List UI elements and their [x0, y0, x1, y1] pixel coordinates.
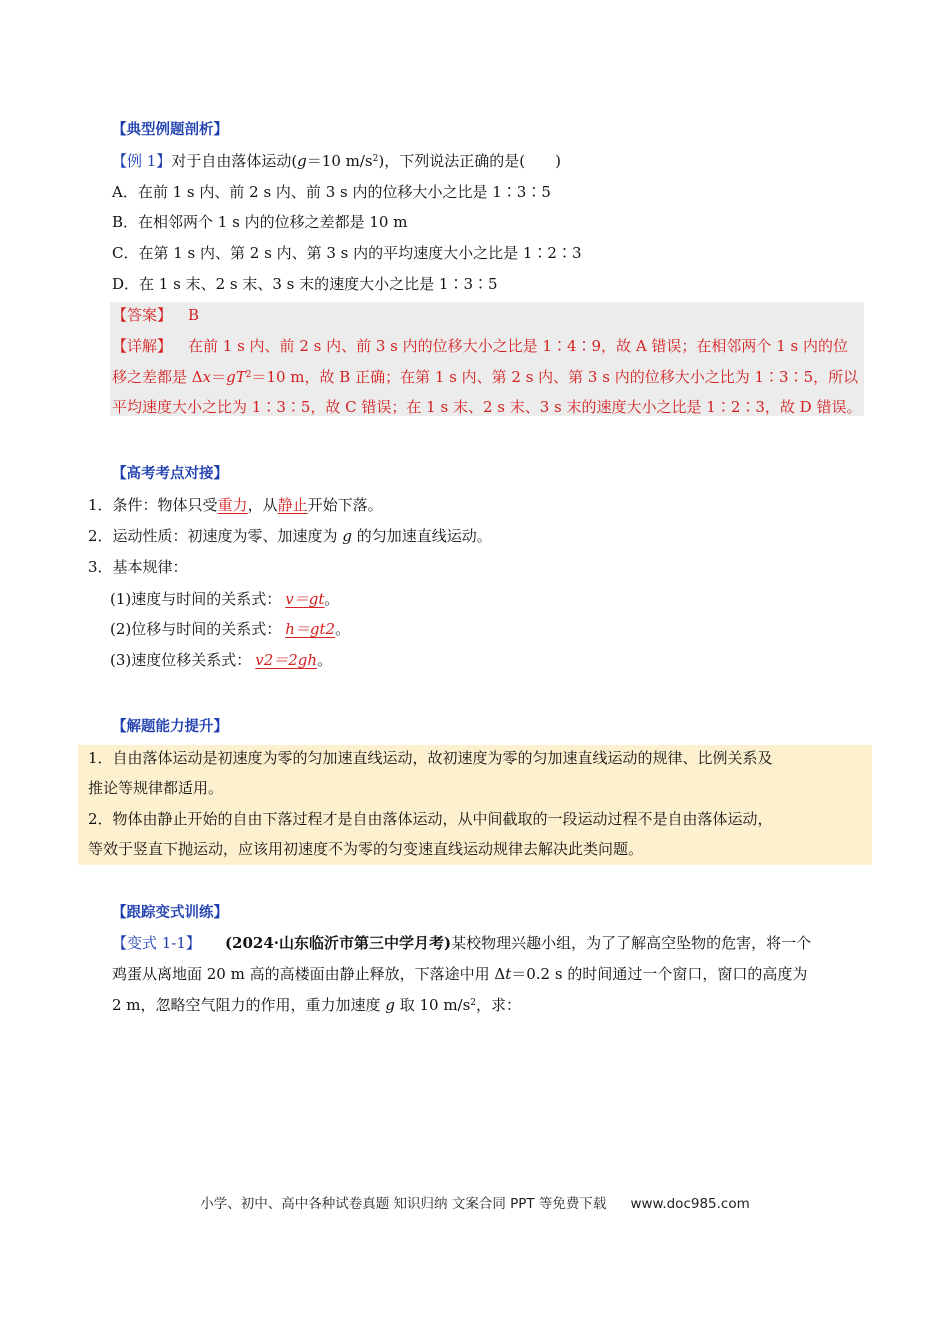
variant-text-3-mid: 取 10 m/s — [394, 996, 471, 1014]
footer-text: 小学、初中、高中各种试卷真题 知识归纳 文案合同 PPT 等免费下载 — [200, 1196, 607, 1212]
sub2-post: 。 — [335, 620, 351, 638]
page-footer — [0, 1192, 950, 1212]
option-a: A．在前 1 s 内、前 2 s 内、前 3 s 内的位移大小之比是 1∶3∶5 — [112, 183, 551, 201]
sub1-pre: (1)速度与时间的关系式： — [110, 590, 282, 608]
detail-eq: ＝ — [211, 368, 227, 386]
item2-pre: 2．运动性质：初速度为零、加速度为 — [88, 527, 343, 545]
answer-label: 【答案】 — [112, 306, 173, 324]
answer-line — [112, 305, 199, 325]
tip-line-1: 1．自由落体运动是初速度为零的匀加速直线运动，故初速度为零的匀加速直线运动的规律、比例关系及 — [88, 749, 773, 767]
detail-sup: 2 — [245, 370, 252, 380]
exam-section-heading: 【高考考点对接】 — [112, 466, 228, 482]
exam-sub-3 — [110, 650, 332, 670]
example-question — [112, 151, 561, 171]
variant-line-2 — [112, 964, 807, 984]
option-c: C．在第 1 s 内、第 2 s 内、第 3 s 内的平均速度大小之比是 1∶2∶3 — [112, 244, 582, 262]
item1-post: 开始下落。 — [307, 496, 383, 514]
question-text-post: )，下列说法正确的是( ) — [378, 152, 561, 170]
detail-gT: gT — [226, 368, 246, 386]
example-section-heading: 【典型例题剖析】 — [112, 122, 228, 138]
variant-label: 【变式 1-1】 — [112, 934, 201, 952]
question-g: g — [297, 152, 307, 170]
answer-value: B — [188, 306, 200, 324]
detail-text-1: 在前 1 s 内、前 2 s 内、前 3 s 内的位移大小之比是 1∶4∶9，故 A 错误；在相邻两个 1 s 内的位 — [188, 337, 848, 355]
detail-line-3: 平均速度大小之比为 1∶3∶5，故 C 错误；在 1 s 末、2 s 末、3 s 末的速度大小之比是 1∶2∶3，故 D 错误。 — [112, 398, 862, 416]
detail-text-2-pre: 移之差都是 Δ — [112, 368, 203, 386]
variant-line-1 — [112, 933, 811, 953]
exam-item-3: 3．基本规律： — [88, 558, 188, 576]
exam-item-1 — [88, 495, 383, 515]
exam-sub-1 — [110, 589, 339, 609]
sub2-formula: h＝gt2 — [285, 620, 336, 638]
item1-word-rest: 静止 — [277, 496, 308, 514]
item2-g: g — [342, 527, 352, 545]
tip-line-2: 推论等规律都适用。 — [88, 779, 224, 797]
detail-text-2-post: ＝10 m，故 B 正确；在第 1 s 内、第 2 s 内、第 3 s 内的位移大小之比为 1∶3∶5，所以 — [251, 368, 859, 386]
sub3-formula: v2＝2gh — [255, 651, 318, 669]
sub3-pre: (3)速度位移关系式： — [110, 651, 252, 669]
variant-source: (2024·山东临沂市第三中学月考) — [224, 934, 452, 952]
question-value: ＝10 m/s — [306, 152, 373, 170]
tip-line-3: 2．物体由静止开始的自由下落过程才是自由落体运动，从中间截取的一段运动过程不是自由落体运动， — [88, 810, 773, 828]
option-d: D．在 1 s 末、2 s 末、3 s 末的速度大小之比是 1∶3∶5 — [112, 275, 498, 293]
training-section-heading: 【跟踪变式训练】 — [112, 905, 228, 921]
variant-t: t — [505, 965, 512, 983]
variant-text-3-post: ，求： — [476, 996, 522, 1014]
variant-text-1: 某校物理兴趣小组，为了了解高空坠物的危害，将一个 — [451, 934, 812, 952]
sub1-post: 。 — [324, 590, 340, 608]
variant-text-2-pre: 鸡蛋从离地面 20 m 高的高楼面由静止释放，下落途中用 Δ — [112, 965, 506, 983]
variant-text-2-post: ＝0.2 s 的时间通过一个窗口，窗口的高度为 — [511, 965, 808, 983]
item1-word-gravity: 重力 — [217, 496, 248, 514]
question-text-pre: 对于自由落体运动( — [171, 152, 298, 170]
detail-x: x — [202, 368, 212, 386]
ability-section-heading: 【解题能力提升】 — [112, 719, 228, 735]
detail-line-1 — [112, 336, 848, 356]
question-sup: 2 — [372, 154, 379, 164]
sub1-formula: v＝gt — [285, 590, 325, 608]
sub3-post: 。 — [317, 651, 333, 669]
variant-g: g — [385, 996, 395, 1014]
example-label: 【例 1】 — [112, 152, 172, 170]
exam-item-2 — [88, 526, 492, 546]
variant-text-3-pre: 2 m，忽略空气阻力的作用，重力加速度 — [112, 996, 386, 1014]
exam-sub-2 — [110, 619, 350, 639]
item1-pre: 1．条件：物体只受 — [88, 496, 218, 514]
item1-mid: ，从 — [247, 496, 278, 514]
option-b: B．在相邻两个 1 s 内的位移之差都是 10 m — [112, 213, 408, 231]
variant-line-3 — [112, 995, 521, 1015]
detail-label: 【详解】 — [112, 337, 173, 355]
sub2-pre: (2)位移与时间的关系式： — [110, 620, 282, 638]
tip-line-4: 等效于竖直下抛运动，应该用初速度不为零的匀变速直线运动规律去解决此类问题。 — [88, 840, 644, 858]
item2-post: 的匀加速直线运动。 — [351, 527, 492, 545]
variant-sup: 2 — [470, 998, 477, 1008]
footer-url[interactable]: www.doc985.com — [630, 1196, 750, 1212]
detail-line-2 — [112, 367, 858, 387]
